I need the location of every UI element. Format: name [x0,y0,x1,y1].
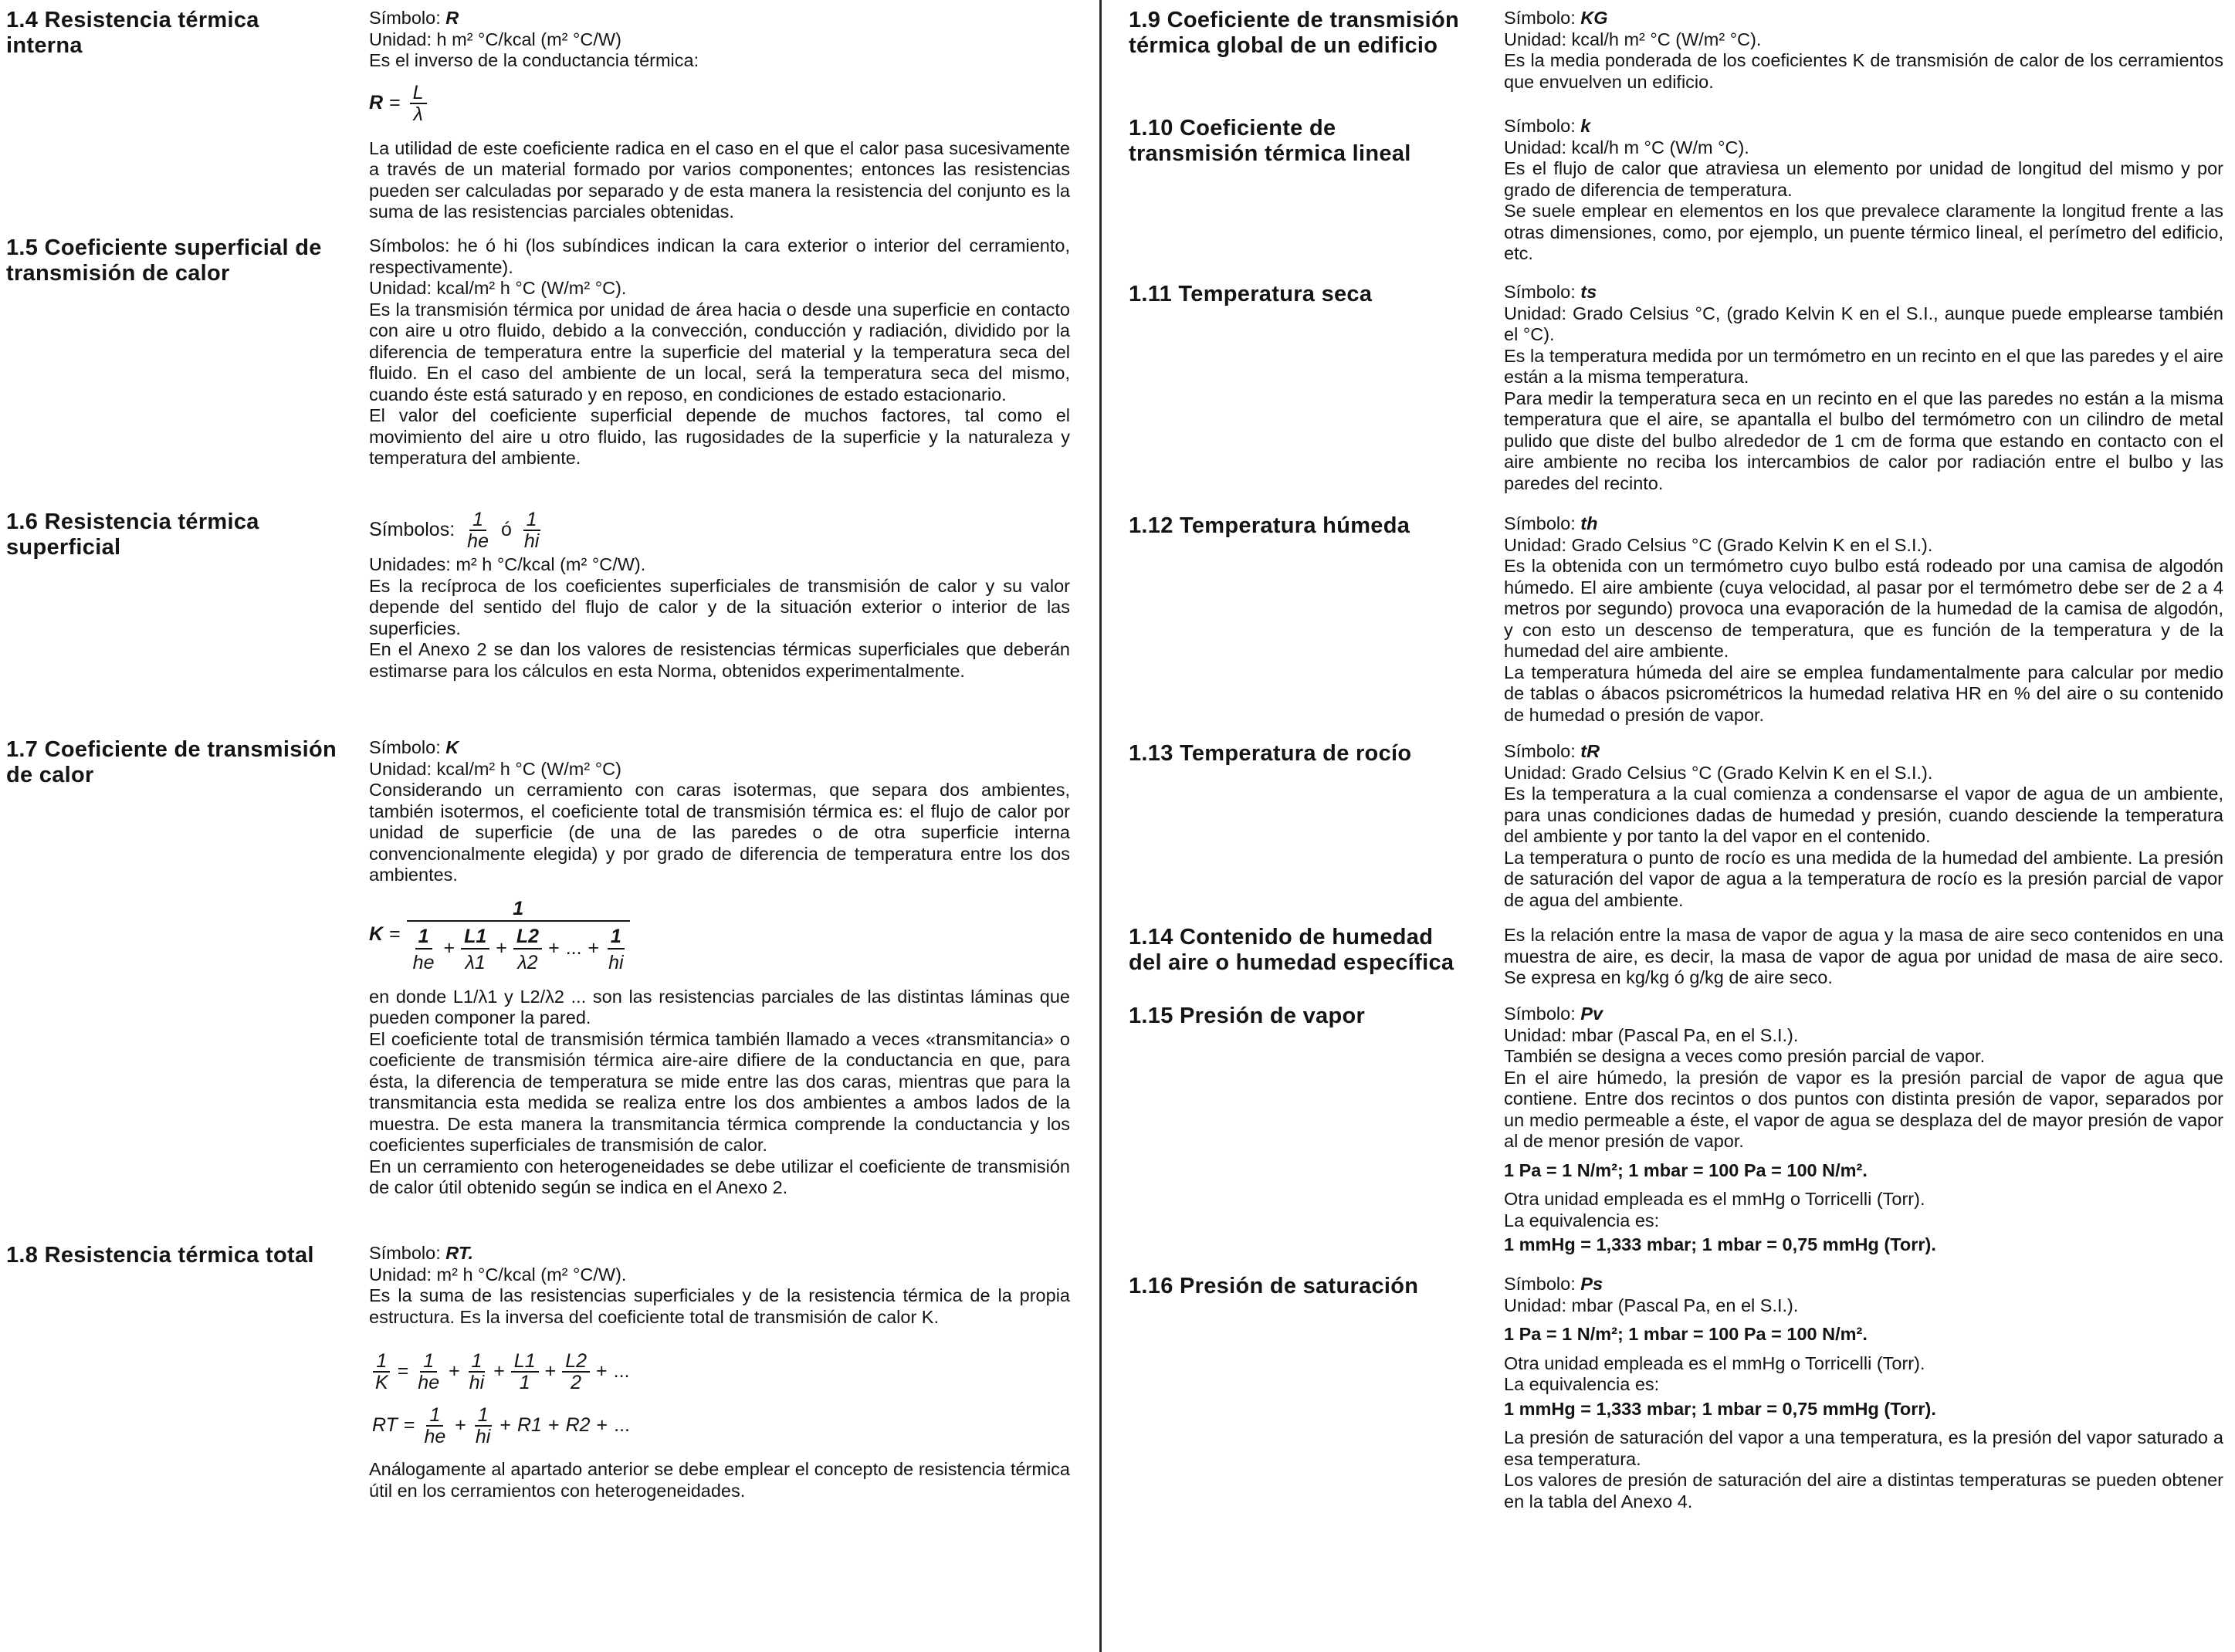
section-body [1504,741,2223,911]
formula-rt: RT = $\frac{1}{he}$ + $\frac{1}{hi}$ + R1 + R2 + ... [372,1404,630,1447]
paragraph: El valor del coeficiente superficial depende de muchos factores, tal como el movimiento del aire u otro fluido, las rugosidades de la superficie y la naturaleza y temperatura del ambiente. [369,405,1070,468]
paragraph: Es la relación entre la masa de vapor de agua y la masa de aire seco contenidos en una muestra de aire, es decir, la masa de vapor de agua por unidad de masa de aire seco. Se expresa en kg/kg ó g/kg de aire seco. [1504,925,2223,987]
left-column [0,0,1081,1652]
symbol-label: Símbolo: [1504,741,1576,761]
paragraph: La temperatura o punto de rocío es una medida de la humedad del ambiente. La presión de saturación del vapor de agua a la temperatura de rocío es la presión parcial de vapor de agua del ambiente. [1504,847,2223,910]
section-heading: 1.9 Coeficiente de transmisión térmica global de un edificio [1129,8,1460,58]
paragraph: Es la media ponderada de los coeficientes K de transmisión de calor de los cerramientos que envuelven un edificio. [1504,50,2223,92]
paragraph: Otra unidad empleada es el mmHg o Torricelli (Torr). [1504,1352,1925,1373]
symbol-label: Símbolo: [369,737,441,757]
paragraph: También se designa a veces como presión parcial de vapor. [1504,1046,1986,1066]
equivalence-pa: 1 Pa = 1 N/m²; 1 mbar = 100 Pa = 100 N/m². [1504,1159,1868,1180]
formula-inverse-k: $\frac{1}{K}$ = $\frac{1}{he}$ + $\frac{1}{hi}$ + $\frac{L1}{1}$ + $\frac{L2}{2}$ + ... [369,1351,1070,1393]
symbol: Pv [1580,1004,1603,1024]
section-body [1504,282,2223,494]
symbol-label: Símbolo: [369,1243,441,1263]
symbols-formula: Símbolos: $\frac{1}{he}$ ó $\frac{1}{hi}$ [369,509,540,552]
paragraph: Es el flujo de calor que atraviesa un elemento por unidad de longitud del mismo y por grado de diferencia de temperatura. [1504,158,2223,200]
section-heading: 1.13 Temperatura de rocío [1129,741,1412,766]
section-heading: 1.10 Coeficiente de transmisión térmica lineal [1129,116,1411,166]
paragraph: Se suele emplear en elementos en los que prevalece claramente la longitud frente a las otras dimensiones, como, por ejemplo, un puente térmico lineal, el perímetro del edificio, etc. [1504,201,2223,263]
unit: Unidad: Grado Celsius °C (Grado Kelvin K en el S.I.). [1504,762,1933,783]
intro: Es el inverso de la conductancia térmica: [369,50,699,70]
unit: Unidad: mbar (Pascal Pa, en el S.I.). [1504,1295,1799,1315]
symbol-label: Símbolo: [1504,116,1576,136]
section-heading: 1.7 Coeficiente de transmisión de calor [6,737,337,787]
paragraph: La temperatura húmeda del aire se emplea fundamentalmente para calcular por medio de tablas o ábacos psicrométricos la humedad relativa HR en % del aire o su contenido de humedad o presión de vapor. [1504,662,2223,725]
paragraph: Es la temperatura a la cual comienza a condensarse el vapor de agua de un ambiente, para unas condiciones dadas de humedad y presión, cuando desciende la temperatura del ambiente y por tanto la del vapor en el contenido. [1504,784,2223,846]
paragraph: Análogamente al apartado anterior se debe emplear el concepto de resistencia térmica útil en los cerramientos con heterogeneidades. [369,1459,1070,1501]
paragraph: Otra unidad empleada es el mmHg o Torricelli (Torr). [1504,1189,1925,1209]
section-body [1504,513,2223,726]
section-heading: 1.15 Presión de vapor [1129,1004,1366,1028]
section-body [1504,116,2223,265]
paragraph: Considerando un cerramiento con caras isotermas, que separa dos ambientes, también isotermos, el coeficiente total de transmisión térmica es: el flujo de calor por unidad de superficie (de una de las paredes o de otra superficie interna convencionalmente elegida) y por grado de diferencia de temperatura entre los dos ambientes. [369,780,1070,885]
symbol: K [445,737,459,757]
section-body [1504,1274,2223,1512]
section-heading: 1.6 Resistencia térmica superficial [6,509,259,560]
symbol-label: Símbolo: [1504,1004,1576,1024]
unit: Unidad: kcal/h m² °C (W/m² °C). [1504,29,1762,49]
symbol: KG [1580,8,1608,28]
paragraph: En el aire húmedo, la presión de vapor es la presión parcial de vapor de agua que contiene. Entre dos recintos o dos puntos con distinta presión de vapor, separados por un medio permeable a éste, el vapor de agua se desplaza del de mayor presión de vapor al de menor presión de vapor. [1504,1067,2223,1151]
unit: Unidad: kcal/m² h °C (W/m² °C). [369,278,627,298]
section-body [369,1243,1070,1501]
section-body [369,509,1070,682]
section-heading: 1.16 Presión de saturación [1129,1274,1419,1298]
symbol: tR [1580,741,1600,761]
symbol-label: Símbolo: [1504,8,1576,28]
symbol-label: Símbolo: [1504,513,1576,533]
paragraph: Es la suma de las resistencias superficiales y de la resistencia térmica de la propia estructura. Es la inversa del coeficiente total de transmisión de calor K. [369,1285,1070,1327]
unit: Unidad: Grado Celsius °C (Grado Kelvin K en el S.I.). [1504,534,1933,555]
paragraph: La presión de saturación del vapor a una temperatura, es la presión del vapor saturado a esa temperatura. [1504,1427,2223,1469]
symbol-label: Símbolo: [369,8,441,28]
symbol: k [1580,116,1591,136]
section-heading: 1.12 Temperatura húmeda [1129,513,1410,538]
paragraph: La utilidad de este coeficiente radica en el caso en el que el calor pasa sucesivamente a través de un material formado por varios componentes; entonces las resistencias pueden ser calculadas por separado y de esta manera la resistencia del conjunto es la suma de las resistencias parciales obtenidas. [369,137,1070,222]
section-heading: 1.8 Resistencia térmica total [6,1243,314,1268]
symbol-label: Símbolo: [1504,1274,1576,1294]
paragraph: El coeficiente total de transmisión térmica también llamado a veces «transmitancia» o coeficiente de transmisión térmica aire-aire difiere de la conductancia en que, para ésta, la diferencia de temperatura se mide entre las dos caras, mientras que para la transmitancia esta medida se realiza entre los dos ambientes a ambos lados de la muestra. De esta manera la transmitancia térmica comprende la conductancia y los coeficientes superficiales de transmisión de calor. [369,1028,1070,1155]
symbols-line: Símbolos: he ó hi (los subíndices indican la cara exterior o interior del cerramiento, respectivamente). [369,235,1070,277]
paragraph: Es la transmisión térmica por unidad de área hacia o desde una superficie en contacto con aire u otro fluido, debido a la convección, conducción y radiación, dividido por la diferencia de temperatura entre la superficie del material y la temperatura seca del fluido. En el caso del ambiente de un local, será la temperatura seca del mismo, cuando éste está saturado y en reposo, en condiciones de estado estacionario. [369,299,1070,405]
formula-r: R = $\frac{L}{\lambda}$ [369,83,1070,124]
unit: Unidad: kcal/h m °C (W/m °C). [1504,137,1749,157]
unit: Unidad: mbar (Pascal Pa, en el S.I.). [1504,1024,1799,1045]
unit: Unidad: h m² °C/kcal (m² °C/W) [369,29,621,49]
equivalence-mmhg: 1 mmHg = 1,333 mbar; 1 mbar = 0,75 mmHg (Torr). [1504,1234,1936,1254]
paragraph: Para medir la temperatura seca en un recinto en el que las paredes no están a la misma temperatura que el aire, se apantalla el bulbo del termómetro con un cilindro de metal pulido que diste del bulbo alrededor de 1 cm de forma que estando en contacto con el aire ambiente no reciba los intercambios de calor por radiación entre el bulbo y las paredes del recinto. [1504,388,2223,493]
unit: Unidad: kcal/m² h °C (W/m² °C) [369,758,621,779]
paragraph: en donde L1/λ1 y L2/λ2 ... son las resistencias parciales de las distintas láminas que pueden componer la pared. [369,986,1070,1027]
symbol: th [1580,513,1598,533]
symbol: Ps [1580,1274,1603,1294]
section-body [1504,925,2223,989]
symbol-label: Símbolo: [1504,282,1576,302]
unit: Unidad: m² h °C/kcal (m² °C/W). [369,1264,627,1285]
paragraph: En el Anexo 2 se dan los valores de resistencias térmicas superficiales que deberán estimarse para los cálculos en esta Norma, obtenidos experimentalmente. [369,639,1070,681]
right-column [1127,0,2223,1652]
column-divider [1099,0,1102,1652]
symbol: R [445,8,459,28]
section-body [369,235,1070,469]
unit: Unidad: Grado Celsius °C, (grado Kelvin K en el S.I., aunque puede emplearse también el °C). [1504,303,2223,344]
equivalence-mmhg: 1 mmHg = 1,333 mbar; 1 mbar = 0,75 mmHg (Torr). [1504,1398,1936,1419]
paragraph: Es la obtenida con un termómetro cuyo bulbo está rodeado por una camisa de algodón húmedo. El aire ambiente (cuya velocidad, al pasar por el termómetro debe ser de 2 a 4 metros por segundo) provoca una evaporación de la humedad de la camisa de algodón, y con esto un descenso de temperatura, que es función de la temperatura y de la humedad del aire ambiente. [1504,556,2223,661]
section-body [1504,8,2223,93]
section-body [369,8,1070,223]
paragraph: Es la temperatura medida por un termómetro en un recinto en el que las paredes y el aire están a la misma temperatura. [1504,345,2223,387]
equivalence-pa: 1 Pa = 1 N/m²; 1 mbar = 100 Pa = 100 N/m². [1504,1324,1868,1344]
section-heading: 1.5 Coeficiente superficial de transmisión de calor [6,235,322,286]
symbol: RT. [445,1243,473,1263]
section-heading: 1.14 Contenido de humedad del aire o humedad específica [1129,925,1454,975]
units: Unidades: m² h °C/kcal (m² °C/W). [369,554,646,574]
section-heading: 1.11 Temperatura seca [1129,282,1373,306]
paragraph: Los valores de presión de saturación del aire a distintas temperaturas se pueden obtener en la tabla del Anexo 4. [1504,1470,2223,1512]
formula-k: K = 1 $\frac{1}{he}$ + $\frac{L1}{\lambda 1}$ + $\frac{L2}{\lambda 2}$ + ... + $\frac{1}{hi}$ [369,897,1070,973]
paragraph: Es la recíproca de los coeficientes superficiales de transmisión de calor y su valor depende del sentido del flujo de calor y de la situación exterior o interior de las superficies. [369,575,1070,638]
paragraph: La equivalencia es: [1504,1374,1660,1394]
section-body [1504,1004,2223,1256]
symbol: ts [1580,282,1597,302]
paragraph: La equivalencia es: [1504,1210,1660,1231]
section-body [369,737,1070,1199]
section-heading: 1.4 Resistencia térmica interna [6,8,259,58]
paragraph: En un cerramiento con heterogeneidades se debe utilizar el coeficiente de transmisión de calor útil obtenido según se indica en el Anexo 2. [369,1156,1070,1197]
